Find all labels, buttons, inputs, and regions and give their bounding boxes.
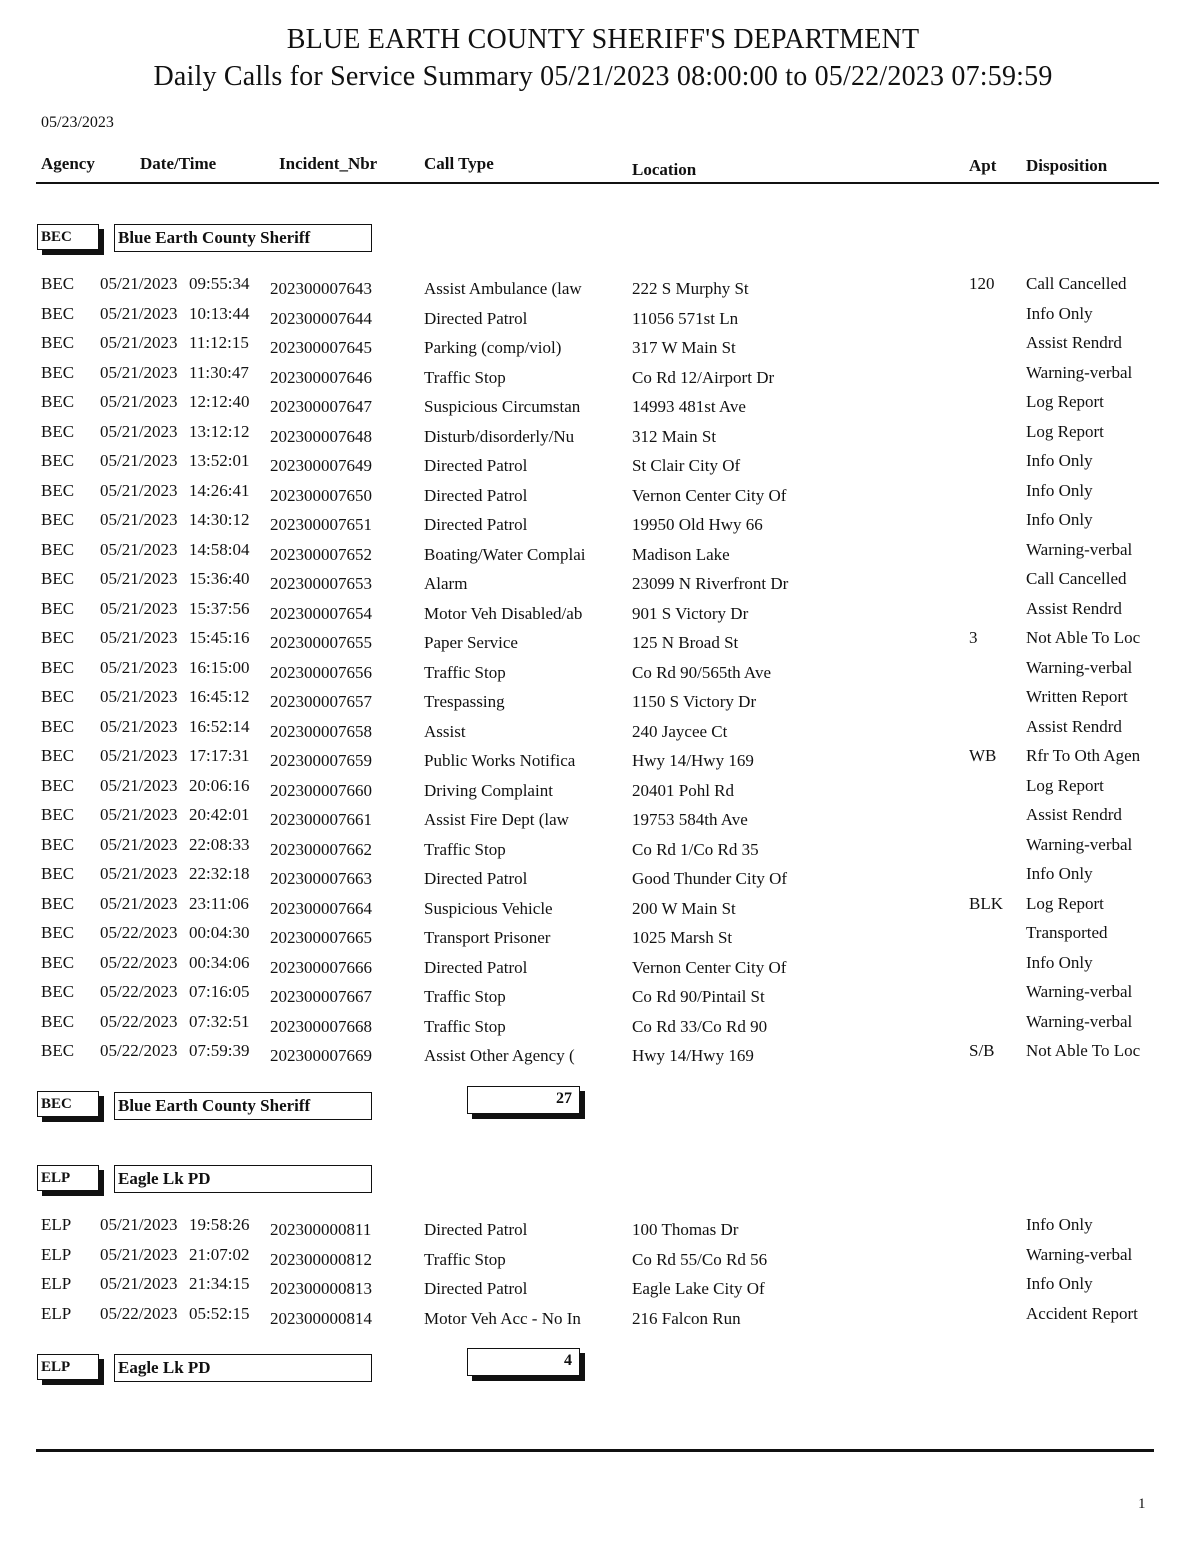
cell-agency: BEC bbox=[41, 923, 75, 942]
table-row bbox=[0, 422, 1200, 451]
cell-time: 20:06:16 bbox=[189, 775, 250, 795]
cell-call-type: Driving Complaint bbox=[424, 780, 553, 800]
cell-call-type: Directed Patrol bbox=[424, 1279, 528, 1298]
report-subtitle: Daily Calls for Service Summary 05/21/2023 08:00:00 to 05/22/2023 07:59:59 bbox=[153, 61, 1053, 92]
cell-time: 22:08:33 bbox=[189, 834, 250, 854]
cell-time: 21:34:15 bbox=[189, 1274, 250, 1293]
cell-location: St Clair City Of bbox=[632, 456, 741, 475]
cell-date: 05/21/2023 bbox=[100, 657, 178, 677]
cell-agency: BEC bbox=[41, 598, 75, 618]
cell-call-type: Parking (comp/viol) bbox=[424, 338, 562, 357]
cell-agency: BEC bbox=[41, 274, 75, 293]
cell-agency: BEC bbox=[41, 1011, 75, 1031]
cell-disposition: Warning-verbal bbox=[1026, 1011, 1133, 1031]
cell-agency: BEC bbox=[41, 805, 75, 824]
cell-time: 12:12:40 bbox=[189, 392, 250, 411]
cell-agency: BEC bbox=[41, 834, 75, 854]
cell-disposition: Call Cancelled bbox=[1026, 274, 1127, 293]
cell-location: 240 Jaycee Ct bbox=[632, 721, 728, 741]
cell-agency: BEC bbox=[41, 893, 75, 913]
cell-date: 05/21/2023 bbox=[100, 1244, 178, 1264]
group-footer-name-box: Blue Earth County Sheriff bbox=[114, 1092, 372, 1120]
cell-disposition: Assist Rendrd bbox=[1026, 716, 1122, 736]
cell-location: 100 Thomas Dr bbox=[632, 1220, 739, 1239]
group-code-badge: BEC bbox=[37, 224, 99, 250]
cell-apt: S/B bbox=[969, 1041, 995, 1060]
cell-location: 901 S Victory Dr bbox=[632, 603, 749, 623]
table-row bbox=[0, 569, 1200, 598]
cell-date: 05/21/2023 bbox=[100, 539, 178, 559]
cell-time: 11:12:15 bbox=[189, 333, 249, 352]
group-footer-code-badge: ELP bbox=[37, 1354, 99, 1380]
cell-call-type: Traffic Stop bbox=[424, 839, 506, 859]
cell-incident: 202300007648 bbox=[270, 426, 372, 446]
cell-agency: BEC bbox=[41, 451, 75, 470]
cell-call-type: Traffic Stop bbox=[424, 662, 506, 682]
cell-date: 05/21/2023 bbox=[100, 333, 178, 352]
cell-agency: BEC bbox=[41, 510, 75, 529]
cell-call-type: Traffic Stop bbox=[424, 1016, 506, 1036]
cell-disposition: Info Only bbox=[1026, 480, 1093, 500]
cell-location: Hwy 14/Hwy 169 bbox=[632, 751, 754, 770]
header-rule bbox=[36, 182, 1159, 184]
cell-disposition: Info Only bbox=[1026, 1215, 1093, 1234]
cell-date: 05/21/2023 bbox=[100, 598, 178, 618]
page-number: 1 bbox=[1138, 1496, 1146, 1512]
cell-incident: 202300000814 bbox=[270, 1308, 372, 1328]
cell-agency: BEC bbox=[41, 775, 75, 795]
cell-location: Co Rd 1/Co Rd 35 bbox=[632, 839, 759, 859]
cell-date: 05/22/2023 bbox=[100, 982, 178, 1001]
cell-incident: 202300007669 bbox=[270, 1046, 372, 1065]
cell-agency: BEC bbox=[41, 569, 75, 588]
table-row bbox=[0, 1304, 1200, 1333]
cell-location: 14993 481st Ave bbox=[632, 397, 746, 416]
cell-call-type: Suspicious Circumstan bbox=[424, 397, 581, 416]
cell-disposition: Info Only bbox=[1026, 1274, 1093, 1293]
cell-disposition: Assist Rendrd bbox=[1026, 333, 1122, 352]
cell-date: 05/22/2023 bbox=[100, 952, 178, 972]
table-row bbox=[0, 333, 1200, 362]
cell-location: 23099 N Riverfront Dr bbox=[632, 574, 789, 593]
cell-call-type: Boating/Water Complai bbox=[424, 544, 586, 564]
cell-incident: 202300007661 bbox=[270, 810, 372, 829]
group-name-box: Blue Earth County Sheriff bbox=[114, 224, 372, 252]
cell-date: 05/21/2023 bbox=[100, 510, 178, 529]
cell-agency: BEC bbox=[41, 480, 75, 500]
cell-incident: 202300007651 bbox=[270, 515, 372, 534]
cell-date: 05/21/2023 bbox=[100, 746, 178, 765]
table-row bbox=[0, 923, 1200, 952]
cell-time: 11:30:47 bbox=[189, 362, 249, 382]
cell-incident: 202300007644 bbox=[270, 308, 372, 328]
group-footer-code-badge: BEC bbox=[37, 1091, 99, 1117]
table-row bbox=[0, 805, 1200, 834]
cell-incident: 202300007667 bbox=[270, 987, 372, 1006]
cell-date: 05/21/2023 bbox=[100, 392, 178, 411]
cell-call-type: Assist Ambulance (law bbox=[424, 279, 582, 298]
table-row bbox=[0, 687, 1200, 716]
cell-disposition: Transported bbox=[1026, 923, 1108, 942]
cell-disposition: Info Only bbox=[1026, 952, 1093, 972]
cell-date: 05/21/2023 bbox=[100, 805, 178, 824]
table-row bbox=[0, 451, 1200, 480]
table-row bbox=[0, 1245, 1200, 1274]
column-header-disposition: Disposition bbox=[1026, 156, 1108, 175]
cell-date: 05/22/2023 bbox=[100, 1041, 178, 1060]
cell-call-type: Directed Patrol bbox=[424, 515, 528, 534]
cell-call-type: Traffic Stop bbox=[424, 367, 506, 387]
group-footer-name-box: Eagle Lk PD bbox=[114, 1354, 372, 1382]
cell-location: 200 W Main St bbox=[632, 898, 736, 918]
cell-time: 05:52:15 bbox=[189, 1303, 250, 1323]
cell-incident: 202300007666 bbox=[270, 957, 372, 977]
cell-time: 00:04:30 bbox=[189, 923, 250, 942]
cell-location: 222 S Murphy St bbox=[632, 279, 749, 298]
cell-call-type: Disturb/disorderly/Nu bbox=[424, 426, 575, 446]
cell-disposition: Log Report bbox=[1026, 421, 1104, 441]
cell-disposition: Warning-verbal bbox=[1026, 982, 1133, 1001]
cell-disposition: Warning-verbal bbox=[1026, 1244, 1133, 1264]
cell-incident: 202300007660 bbox=[270, 780, 372, 800]
cell-incident: 202300007652 bbox=[270, 544, 372, 564]
cell-time: 07:59:39 bbox=[189, 1041, 250, 1060]
cell-time: 15:37:56 bbox=[189, 598, 250, 618]
cell-disposition: Not Able To Loc bbox=[1026, 628, 1141, 647]
column-header-datetime: Date/Time bbox=[140, 154, 217, 173]
table-row bbox=[0, 510, 1200, 539]
cell-disposition: Warning-verbal bbox=[1026, 657, 1133, 677]
cell-call-type: Assist Fire Dept (law bbox=[424, 810, 569, 829]
cell-date: 05/22/2023 bbox=[100, 1011, 178, 1031]
column-header-agency: Agency bbox=[41, 154, 95, 173]
table-row bbox=[0, 717, 1200, 746]
cell-disposition: Log Report bbox=[1026, 392, 1104, 411]
cell-incident: 202300007664 bbox=[270, 898, 372, 918]
cell-disposition: Log Report bbox=[1026, 775, 1104, 795]
table-row bbox=[0, 392, 1200, 421]
cell-call-type: Motor Veh Disabled/ab bbox=[424, 603, 583, 623]
cell-incident: 202300007654 bbox=[270, 603, 372, 623]
cell-location: Co Rd 90/565th Ave bbox=[632, 662, 771, 682]
cell-location: Co Rd 33/Co Rd 90 bbox=[632, 1016, 768, 1036]
cell-time: 13:52:01 bbox=[189, 451, 250, 470]
cell-apt: 120 bbox=[969, 274, 995, 293]
table-row bbox=[0, 599, 1200, 628]
cell-date: 05/21/2023 bbox=[100, 362, 178, 382]
cell-call-type: Traffic Stop bbox=[424, 987, 506, 1006]
cell-location: 19753 584th Ave bbox=[632, 810, 748, 829]
cell-date: 05/22/2023 bbox=[100, 923, 178, 942]
column-header-location: Location bbox=[632, 160, 697, 179]
cell-call-type: Directed Patrol bbox=[424, 1220, 528, 1239]
cell-date: 05/22/2023 bbox=[100, 1303, 178, 1323]
column-header-apt: Apt bbox=[969, 156, 997, 175]
cell-call-type: Directed Patrol bbox=[424, 485, 528, 505]
cell-time: 00:34:06 bbox=[189, 952, 250, 972]
cell-location: Vernon Center City Of bbox=[632, 485, 787, 505]
cell-date: 05/21/2023 bbox=[100, 1215, 178, 1234]
cell-location: Vernon Center City Of bbox=[632, 957, 787, 977]
cell-date: 05/21/2023 bbox=[100, 893, 178, 913]
cell-incident: 202300007650 bbox=[270, 485, 372, 505]
cell-incident: 202300007668 bbox=[270, 1016, 372, 1036]
cell-agency: BEC bbox=[41, 303, 75, 323]
cell-disposition: Log Report bbox=[1026, 893, 1104, 913]
cell-date: 05/21/2023 bbox=[100, 421, 178, 441]
cell-time: 07:32:51 bbox=[189, 1011, 250, 1031]
cell-disposition: Not Able To Loc bbox=[1026, 1041, 1141, 1060]
cell-location: 11056 571st Ln bbox=[632, 308, 739, 328]
column-header-call-type: Call Type bbox=[424, 154, 494, 173]
cell-agency: BEC bbox=[41, 628, 75, 647]
cell-disposition: Rfr To Oth Agen bbox=[1026, 746, 1141, 765]
cell-call-type: Assist bbox=[424, 721, 466, 741]
cell-date: 05/21/2023 bbox=[100, 775, 178, 795]
cell-time: 14:26:41 bbox=[189, 480, 250, 500]
cell-agency: BEC bbox=[41, 952, 75, 972]
cell-time: 23:11:06 bbox=[189, 893, 249, 913]
table-row bbox=[0, 274, 1200, 303]
cell-agency: BEC bbox=[41, 333, 75, 352]
cell-call-type: Directed Patrol bbox=[424, 456, 528, 475]
cell-time: 16:45:12 bbox=[189, 687, 250, 706]
cell-call-type: Directed Patrol bbox=[424, 308, 528, 328]
cell-call-type: Motor Veh Acc - No In bbox=[424, 1308, 581, 1328]
cell-location: 312 Main St bbox=[632, 426, 717, 446]
cell-agency: BEC bbox=[41, 716, 75, 736]
cell-agency: BEC bbox=[41, 539, 75, 559]
cell-agency: ELP bbox=[41, 1303, 72, 1323]
table-row bbox=[0, 1274, 1200, 1303]
cell-incident: 202300007658 bbox=[270, 721, 372, 741]
cell-call-type: Traffic Stop bbox=[424, 1249, 506, 1269]
table-row bbox=[0, 363, 1200, 392]
cell-date: 05/21/2023 bbox=[100, 303, 178, 323]
report-title: BLUE EARTH COUNTY SHERIFF'S DEPARTMENT bbox=[286, 24, 920, 55]
cell-agency: BEC bbox=[41, 421, 75, 441]
cell-disposition: Info Only bbox=[1026, 451, 1093, 470]
cell-date: 05/21/2023 bbox=[100, 569, 178, 588]
table-row bbox=[0, 982, 1200, 1011]
cell-time: 14:58:04 bbox=[189, 539, 250, 559]
cell-location: Co Rd 12/Airport Dr bbox=[632, 367, 775, 387]
cell-incident: 202300007653 bbox=[270, 574, 372, 593]
cell-location: 216 Falcon Run bbox=[632, 1308, 741, 1328]
cell-agency: BEC bbox=[41, 864, 75, 883]
cell-agency: BEC bbox=[41, 982, 75, 1001]
cell-incident: 202300007659 bbox=[270, 751, 372, 770]
cell-location: 1150 S Victory Dr bbox=[632, 692, 757, 711]
cell-agency: BEC bbox=[41, 362, 75, 382]
table-row bbox=[0, 953, 1200, 982]
cell-location: 19950 Old Hwy 66 bbox=[632, 515, 763, 534]
footer-rule bbox=[36, 1449, 1154, 1452]
cell-incident: 202300007655 bbox=[270, 633, 372, 652]
cell-call-type: Public Works Notifica bbox=[424, 751, 576, 770]
table-row bbox=[0, 304, 1200, 333]
cell-location: Co Rd 90/Pintail St bbox=[632, 987, 765, 1006]
cell-location: Good Thunder City Of bbox=[632, 869, 788, 888]
cell-location: 125 N Broad St bbox=[632, 633, 739, 652]
cell-date: 05/21/2023 bbox=[100, 628, 178, 647]
cell-incident: 202300007647 bbox=[270, 397, 372, 416]
cell-incident: 202300007645 bbox=[270, 338, 372, 357]
cell-time: 16:52:14 bbox=[189, 716, 250, 736]
cell-incident: 202300007663 bbox=[270, 869, 372, 888]
cell-time: 22:32:18 bbox=[189, 864, 250, 883]
cell-incident: 202300007649 bbox=[270, 456, 372, 475]
cell-date: 05/21/2023 bbox=[100, 716, 178, 736]
cell-incident: 202300007643 bbox=[270, 279, 372, 298]
cell-time: 10:13:44 bbox=[189, 303, 250, 323]
cell-location: 317 W Main St bbox=[632, 338, 736, 357]
cell-disposition: Info Only bbox=[1026, 510, 1093, 529]
cell-time: 15:36:40 bbox=[189, 569, 250, 588]
cell-date: 05/21/2023 bbox=[100, 1274, 178, 1293]
cell-location: 20401 Pohl Rd bbox=[632, 780, 735, 800]
cell-call-type: Transport Prisoner bbox=[424, 928, 551, 947]
cell-time: 17:17:31 bbox=[189, 746, 250, 765]
cell-time: 09:55:34 bbox=[189, 274, 250, 293]
cell-call-type: Suspicious Vehicle bbox=[424, 898, 553, 918]
cell-date: 05/21/2023 bbox=[100, 687, 178, 706]
cell-incident: 202300000811 bbox=[270, 1220, 372, 1239]
cell-time: 21:07:02 bbox=[189, 1244, 250, 1264]
cell-time: 20:42:01 bbox=[189, 805, 250, 824]
cell-call-type: Directed Patrol bbox=[424, 957, 528, 977]
cell-agency: BEC bbox=[41, 657, 75, 677]
table-row bbox=[0, 864, 1200, 893]
cell-disposition: Call Cancelled bbox=[1026, 569, 1127, 588]
group-count-box: 27 bbox=[467, 1086, 580, 1114]
cell-incident: 202300007657 bbox=[270, 692, 372, 711]
cell-incident: 202300007646 bbox=[270, 367, 372, 387]
cell-call-type: Paper Service bbox=[424, 633, 518, 652]
cell-time: 16:15:00 bbox=[189, 657, 250, 677]
cell-date: 05/21/2023 bbox=[100, 864, 178, 883]
cell-date: 05/21/2023 bbox=[100, 274, 178, 293]
column-header-incident: Incident_Nbr bbox=[279, 154, 378, 173]
cell-location: Hwy 14/Hwy 169 bbox=[632, 1046, 754, 1065]
group-code-badge: ELP bbox=[37, 1165, 99, 1191]
cell-disposition: Warning-verbal bbox=[1026, 362, 1133, 382]
cell-disposition: Assist Rendrd bbox=[1026, 598, 1122, 618]
cell-agency: ELP bbox=[41, 1215, 72, 1234]
cell-disposition: Written Report bbox=[1026, 687, 1128, 706]
cell-time: 13:12:12 bbox=[189, 421, 250, 441]
cell-incident: 202300007656 bbox=[270, 662, 372, 682]
cell-location: Madison Lake bbox=[632, 544, 730, 564]
table-row bbox=[0, 894, 1200, 923]
cell-apt: BLK bbox=[969, 893, 1003, 913]
cell-agency: ELP bbox=[41, 1274, 72, 1293]
cell-apt: 3 bbox=[969, 628, 978, 647]
cell-disposition: Accident Report bbox=[1026, 1303, 1138, 1323]
cell-incident: 202300007665 bbox=[270, 928, 372, 947]
cell-disposition: Warning-verbal bbox=[1026, 834, 1133, 854]
cell-incident: 202300007662 bbox=[270, 839, 372, 859]
cell-agency: BEC bbox=[41, 687, 75, 706]
group-name-box: Eagle Lk PD bbox=[114, 1165, 372, 1193]
table-row bbox=[0, 1012, 1200, 1041]
table-row bbox=[0, 481, 1200, 510]
cell-date: 05/21/2023 bbox=[100, 480, 178, 500]
table-row bbox=[0, 835, 1200, 864]
table-row bbox=[0, 658, 1200, 687]
cell-agency: BEC bbox=[41, 392, 75, 411]
table-row bbox=[0, 628, 1200, 657]
cell-call-type: Trespassing bbox=[424, 692, 505, 711]
table-row bbox=[0, 746, 1200, 775]
cell-apt: WB bbox=[969, 746, 997, 765]
cell-incident: 202300000813 bbox=[270, 1279, 372, 1298]
cell-disposition: Info Only bbox=[1026, 303, 1093, 323]
cell-call-type: Assist Other Agency ( bbox=[424, 1046, 575, 1065]
table-row bbox=[0, 776, 1200, 805]
table-row bbox=[0, 540, 1200, 569]
table-row bbox=[0, 1215, 1200, 1244]
cell-date: 05/21/2023 bbox=[100, 834, 178, 854]
cell-location: 1025 Marsh St bbox=[632, 928, 733, 947]
cell-agency: BEC bbox=[41, 1041, 75, 1060]
cell-time: 19:58:26 bbox=[189, 1215, 250, 1234]
cell-call-type: Directed Patrol bbox=[424, 869, 528, 888]
cell-agency: BEC bbox=[41, 746, 75, 765]
cell-disposition: Warning-verbal bbox=[1026, 539, 1133, 559]
cell-call-type: Alarm bbox=[424, 574, 468, 593]
cell-incident: 202300000812 bbox=[270, 1249, 372, 1269]
cell-location: Eagle Lake City Of bbox=[632, 1279, 765, 1298]
cell-time: 14:30:12 bbox=[189, 510, 250, 529]
cell-time: 07:16:05 bbox=[189, 982, 250, 1001]
cell-date: 05/21/2023 bbox=[100, 451, 178, 470]
cell-disposition: Info Only bbox=[1026, 864, 1093, 883]
cell-agency: ELP bbox=[41, 1244, 72, 1264]
table-row bbox=[0, 1041, 1200, 1070]
print-date: 05/23/2023 bbox=[41, 114, 114, 131]
cell-location: Co Rd 55/Co Rd 56 bbox=[632, 1249, 768, 1269]
cell-time: 15:45:16 bbox=[189, 628, 250, 647]
group-count-box: 4 bbox=[467, 1348, 580, 1376]
cell-disposition: Assist Rendrd bbox=[1026, 805, 1122, 824]
